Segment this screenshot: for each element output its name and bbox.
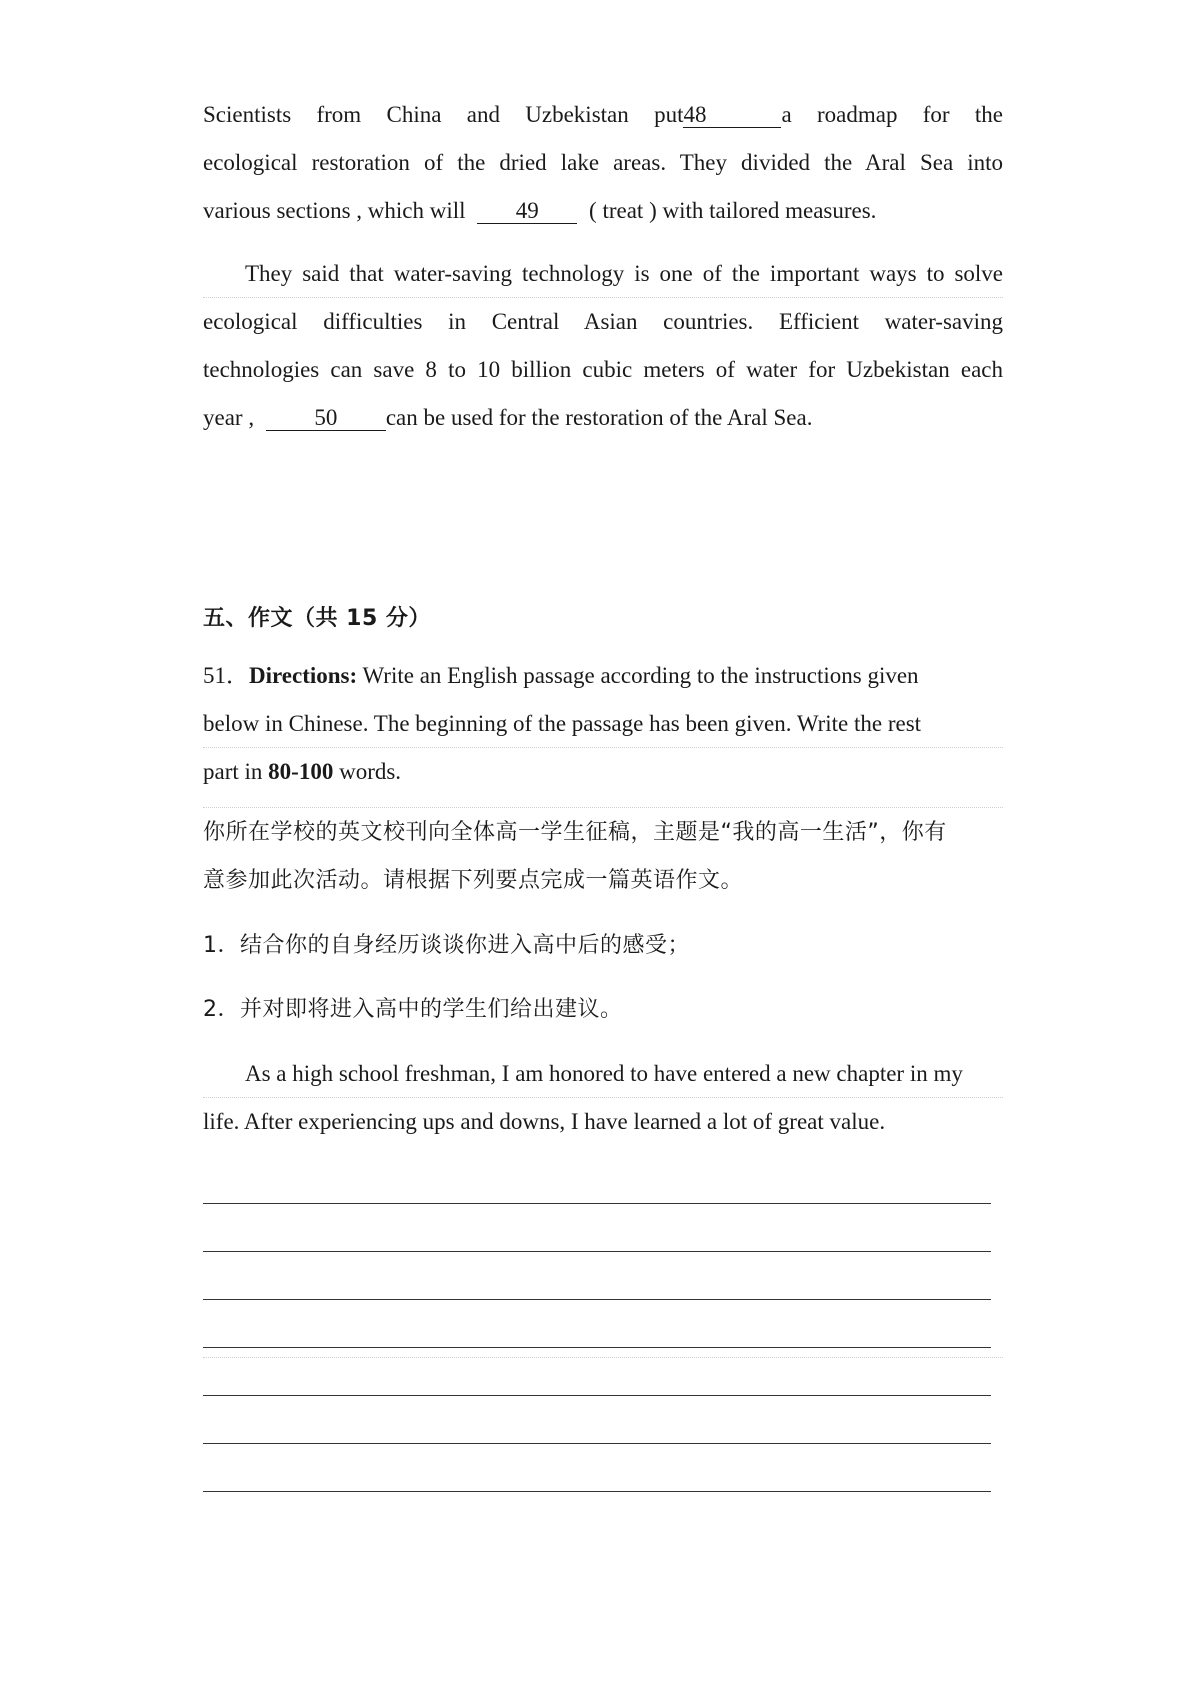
answer-line[interactable]	[203, 1251, 991, 1252]
passage-line	[203, 403, 1003, 433]
directions-line	[203, 757, 1003, 787]
passage-line: They said that water-saving technology is one of the important ways to solve	[245, 261, 1003, 286]
point-item: 2．并对即将进入高中的学生们给出建议。	[203, 997, 623, 1022]
passage-text: Scientists from China and Uzbekistan put	[203, 102, 684, 127]
begin-line: life. After experiencing ups and downs, I have learned a lot of great value.	[203, 1109, 886, 1134]
passage-text: ( treat ) with tailored measures.	[589, 198, 877, 223]
chinese-instruction: 你所在学校的英文校刊向全体高一学生征稿，主题是“我的高一生活”，你有	[203, 820, 947, 845]
blank-50[interactable]: 50	[266, 406, 386, 431]
passage-text: a roadmap for the	[781, 102, 1004, 127]
point-item: 1．结合你的自身经历谈谈你进入高中后的感受；	[203, 933, 690, 958]
answer-line[interactable]	[203, 1203, 991, 1204]
passage-text: year ,	[203, 405, 255, 430]
blank-48[interactable]: 48	[683, 103, 781, 128]
answer-line[interactable]	[203, 1395, 991, 1396]
passage-line: ecological difficulties in Central Asian countries. Efficient water-saving	[203, 309, 1003, 334]
directions-text: part in	[203, 759, 263, 784]
blank-49[interactable]: 49	[477, 199, 577, 224]
answer-line[interactable]	[203, 1347, 991, 1348]
begin-line: As a high school freshman, I am honored to have entered a new chapter in my	[245, 1061, 963, 1086]
directions-label: Directions:	[249, 663, 358, 688]
directions-line	[203, 661, 1003, 691]
dotted-separator	[203, 297, 1003, 298]
section-heading: 五、作文（共 15 分）	[203, 606, 431, 631]
directions-text: words.	[339, 759, 402, 784]
dotted-separator	[203, 747, 1003, 748]
passage-line: technologies can save 8 to 10 billion cubic meters of water for Uzbekistan each	[203, 357, 1003, 382]
chinese-instruction: 意参加此次活动。请根据下列要点完成一篇英语作文。	[203, 868, 744, 893]
dotted-separator	[203, 1097, 1003, 1098]
dotted-separator	[203, 807, 1003, 808]
directions-text: Write an English passage according to the instructions given	[362, 663, 919, 688]
dotted-separator	[203, 1357, 1003, 1358]
passage-line: ecological restoration of the dried lake areas. They divided the Aral Sea into	[203, 150, 1003, 175]
answer-line[interactable]	[203, 1491, 991, 1492]
passage-line	[203, 100, 1003, 130]
answer-line[interactable]	[203, 1443, 991, 1444]
passage-line	[203, 196, 1003, 226]
passage-text: various sections , which will	[203, 198, 466, 223]
word-count: 80-100	[268, 759, 334, 784]
question-number: 51．	[203, 663, 249, 688]
passage-text: can be used for the restoration of the Aral Sea.	[385, 405, 813, 430]
answer-line[interactable]	[203, 1299, 991, 1300]
directions-line: below in Chinese. The beginning of the passage has been given. Write the rest	[203, 711, 922, 736]
